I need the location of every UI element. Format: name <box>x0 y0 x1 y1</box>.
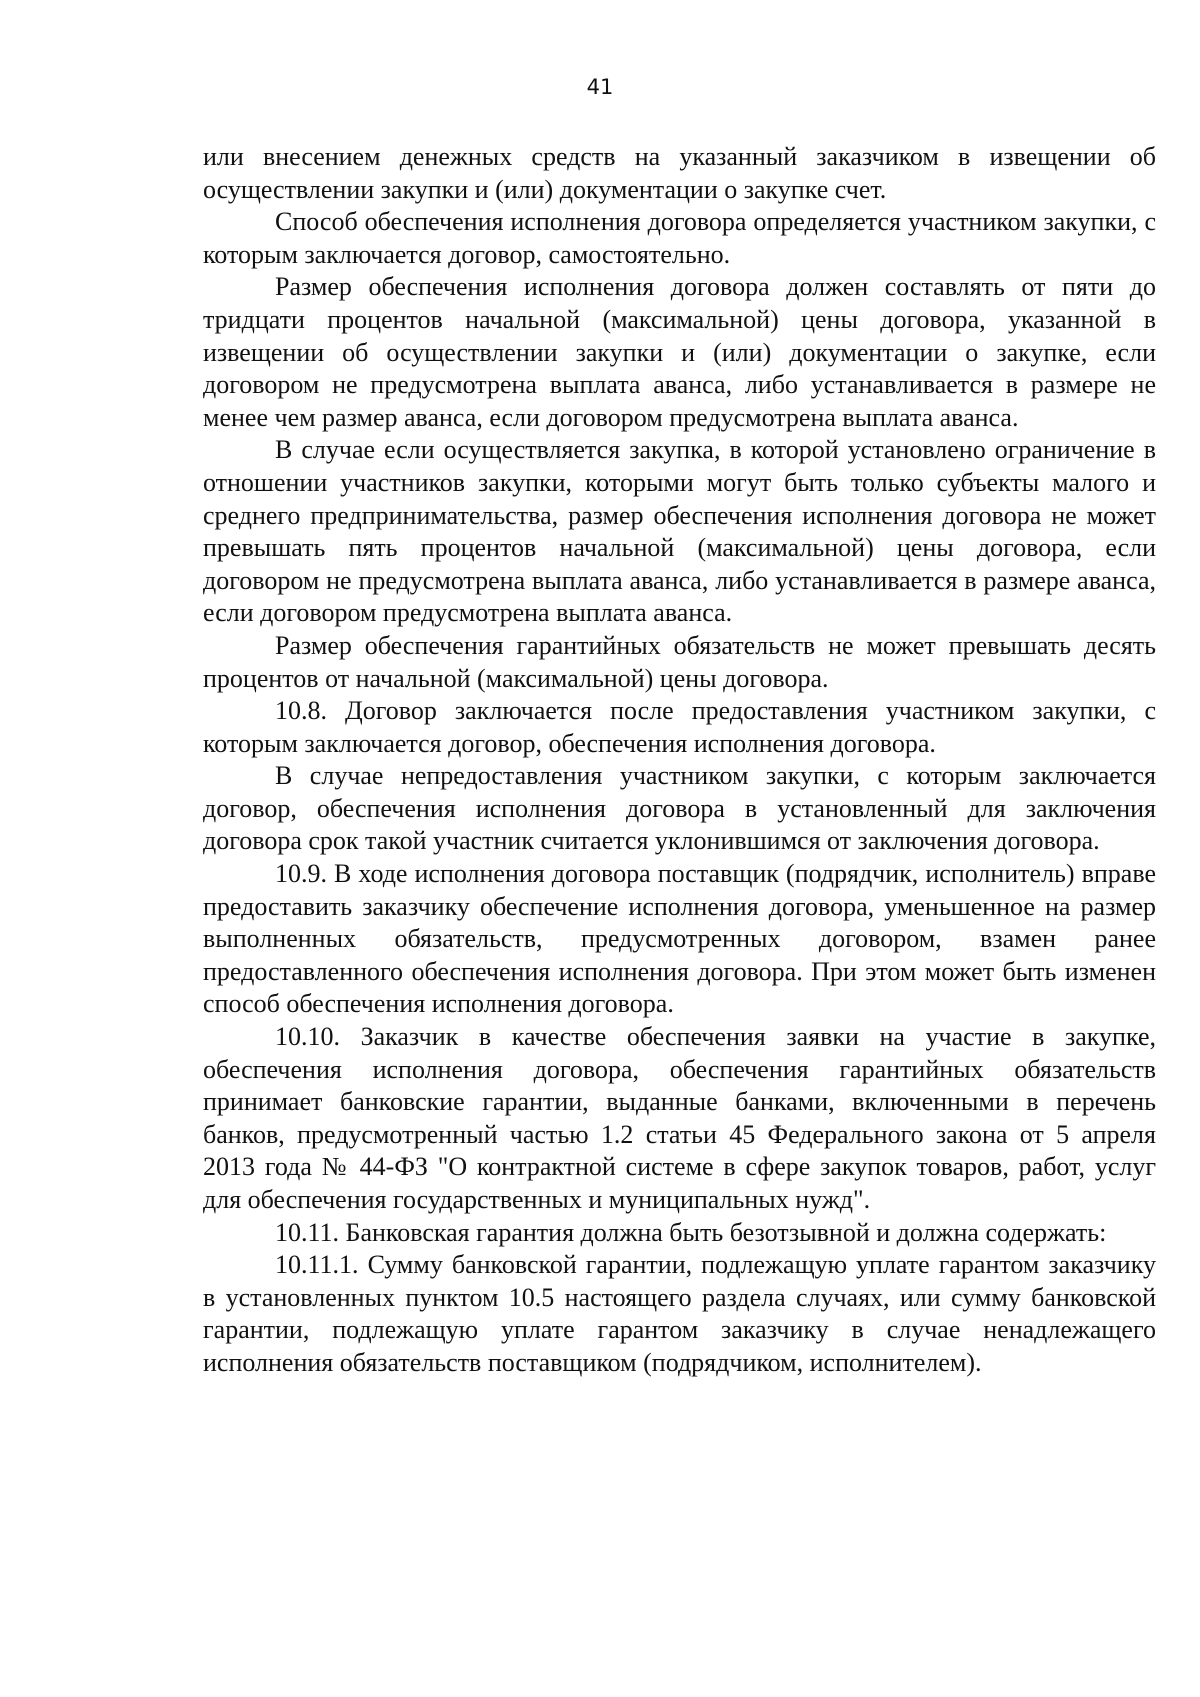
paragraph-non-provision: В случае непредоставления участником закупки, с которым заключается договор, обеспечения исполнения договора в установленный для заключения договора срок такой участник считается уклонившимся от заключения договора. <box>203 761 1156 856</box>
paragraph-continuation: или внесением денежных средств на указанный заказчиком в извещении об осуществлении закупки и (или) документации о закупке счет. <box>203 142 1156 204</box>
document-body <box>203 141 1156 1380</box>
paragraph-clause-10-9: 10.9. В ходе исполнения договора поставщик (подрядчик, исполнитель) вправе предоставить заказчику обеспечение исполнения договора, уменьшенное на размер выполненных обязательств, предусмотренных договором, взамен ранее предоставленного обеспечения исполнения договора. При этом может быть изменен способ обеспечения исполнения договора. <box>203 859 1156 1019</box>
paragraph-clause-10-11: 10.11. Банковская гарантия должна быть безотзывной и должна содержать: <box>275 1217 1107 1247</box>
page-number: 41 <box>586 75 614 99</box>
paragraph-sme-restriction: В случае если осуществляется закупка, в которой установлено ограничение в отношении участников закупки, которыми могут быть только субъекты малого и среднего предпринимательства, размер обеспечения исполнения договора не может превышать пять процентов начальной (максимальной) цены договора, если договором не предусмотрена выплата аванса, либо устанавливается в размере аванса, если договором предусмотрена выплата аванса. <box>203 435 1156 628</box>
paragraph-clause-10-11-1: 10.11.1. Сумму банковской гарантии, подлежащую уплате гарантом заказчику в установленных пунктом 10.5 настоящего раздела случаях, или сумму банковской гарантии, подлежащую уплате гарантом заказчику в случае ненадлежащего исполнения обязательств поставщиком (подрядчиком, исполнителем). <box>203 1250 1156 1377</box>
paragraph-security-amount: Размер обеспечения исполнения договора должен составлять от пяти до тридцати процентов начальной (максимальной) цены договора, указанной в извещении об осуществлении закупки и (или) документации о закупке, если договором не предусмотрена выплата аванса, либо устанавливается в размере не менее чем размер аванса, если договором предусмотрена выплата аванса. <box>203 272 1156 432</box>
paragraph-clause-10-8: 10.8. Договор заключается после предоставления участником закупки, с которым заключается договор, обеспечения исполнения договора. <box>203 696 1156 758</box>
paragraph-clause-10-10: 10.10. Заказчик в качестве обеспечения заявки на участие в закупке, обеспечения исполнения договора, обеспечения гарантийных обязательств принимает банковские гарантии, выданные банками, включенными в перечень банков, предусмотренный частью 1.2 статьи 45 Федерального закона от 5 апреля 2013 года № 44-ФЗ "О контрактной системе в сфере закупок товаров, работ, услуг для обеспечения государственных и муниципальных нужд". <box>203 1022 1156 1214</box>
paragraph-security-method: Способ обеспечения исполнения договора определяется участником закупки, с которым заключается договор, самостоятельно. <box>203 207 1156 269</box>
paragraph-warranty-security: Размер обеспечения гарантийных обязательств не может превышать десять процентов от начальной (максимальной) цены договора. <box>203 630 1156 693</box>
